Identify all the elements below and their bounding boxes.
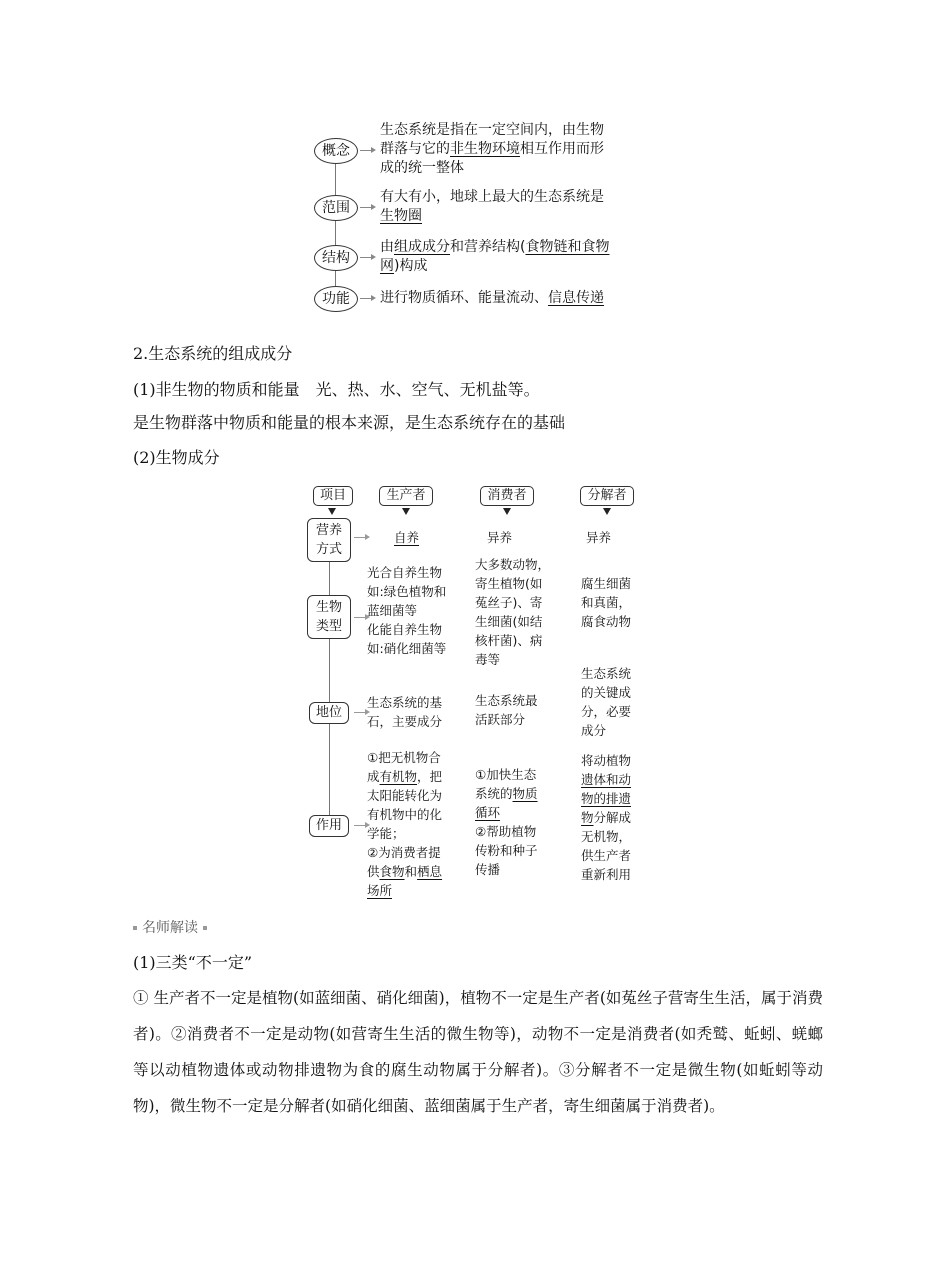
text-line — [367, 693, 442, 712]
cell-producer-role — [367, 748, 442, 900]
row-arrow — [354, 617, 366, 618]
text-span: 如:硝化细菌等 — [367, 641, 447, 656]
section-heading: 2.生态系统的组成成分 — [133, 344, 293, 363]
text-span: 腐生细菌 — [581, 576, 632, 591]
text-line — [380, 207, 604, 226]
text-span: 大多数动物， — [475, 557, 551, 572]
text-span: 毒等 — [475, 652, 501, 667]
abiotic-note: 是生物群落中物质和能量的根本来源，是生态系统存在的基础 — [133, 413, 566, 432]
text-line — [367, 862, 442, 881]
row-label-type: 生物 类型 — [307, 595, 351, 639]
text-span: 群落与它的 — [380, 141, 450, 157]
text-span: ①加快生态 — [475, 767, 537, 782]
text-line — [475, 803, 538, 822]
underlined-text: 组成成分 — [394, 239, 450, 255]
concept-text-scope — [380, 188, 604, 226]
row-arrow — [354, 712, 366, 713]
text-line — [367, 748, 442, 767]
text-span: 供 — [367, 864, 380, 879]
text-span: 核杆菌)、病 — [475, 633, 543, 648]
underlined-text: 信息传递 — [548, 290, 604, 306]
underlined-text: 网 — [380, 258, 394, 274]
text-span: 成分 — [581, 723, 607, 738]
text-line — [586, 528, 611, 547]
text-span: 异养 — [487, 530, 513, 545]
text-span: 供生产者 — [581, 848, 632, 863]
text-span: 生细菌(如结 — [475, 614, 543, 629]
text-span: 传播 — [475, 862, 501, 877]
text-span: 重新利用 — [581, 867, 632, 882]
text-line — [367, 805, 442, 824]
text-line — [581, 683, 631, 702]
row-label-nutrition: 营养 方式 — [307, 518, 351, 562]
concept-node-scope: 范围 — [314, 195, 358, 221]
text-span: 有机物中的化 — [367, 807, 443, 822]
text-line — [367, 712, 442, 731]
text-span: 分解成 — [593, 810, 632, 825]
text-span: ②为消费者提 — [367, 845, 441, 860]
text-line — [475, 710, 538, 729]
text-line — [380, 159, 604, 178]
text-line — [475, 593, 550, 612]
text-span: 传粉和种子 — [475, 843, 538, 858]
cell-consumer-status — [475, 691, 538, 729]
text-line — [367, 563, 446, 582]
concept-text-function — [380, 289, 604, 308]
cell-consumer-nutrition — [487, 528, 512, 547]
text-line — [475, 650, 550, 669]
concept-arrow — [360, 150, 372, 151]
text-line — [380, 140, 604, 159]
text-span: 进行物质循环、能量流动、 — [380, 290, 548, 306]
down-arrow — [328, 508, 336, 515]
text-span: 化能自养生物 — [367, 622, 443, 637]
text-span: 和真菌， — [581, 595, 632, 610]
text-span: 相互作用而形 — [520, 141, 604, 157]
text-span: 腐食动物 — [581, 614, 632, 629]
text-line — [581, 574, 631, 593]
concept-node-structure: 结构 — [314, 245, 358, 271]
underlined-text: 食物 — [379, 864, 405, 879]
down-arrow — [402, 508, 410, 515]
text-line — [380, 257, 609, 276]
text-line — [475, 784, 538, 803]
text-span: 有大有小，地球上最大的生态系统是 — [380, 189, 604, 205]
cell-consumer-type — [475, 555, 550, 669]
text-line — [367, 620, 446, 639]
text-line — [581, 702, 631, 721]
underlined-text: 物质 — [512, 786, 538, 801]
text-span: 成的统一整体 — [380, 160, 464, 176]
cell-consumer-role — [475, 765, 538, 879]
text-line — [367, 843, 442, 862]
text-span: 菟丝子)、寄 — [475, 595, 543, 610]
text-line — [475, 574, 550, 593]
text-line — [394, 528, 419, 547]
header-decomposer: 分解者 — [580, 486, 634, 506]
text-line — [581, 664, 631, 683]
text-span: 生态系统是指在一定空间内，由生物 — [380, 122, 604, 138]
text-line — [367, 582, 446, 601]
text-line — [581, 721, 631, 740]
concept-text-definition — [380, 121, 604, 178]
text-span: 将动植物 — [581, 753, 632, 768]
text-line — [581, 593, 631, 612]
text-span: 分，必要 — [581, 704, 632, 719]
teacher-paragraph: ① 生产者不一定是植物(如蓝细菌、硝化细菌)，植物不一定是生产者(如菟丝子营寄生生活，属于消费者)。②消费者不一定是动物(如营寄生生活的微生物等)，动物不一定是消费者(如秃鹫、蚯蚓、蜣螂等以动植物遗体或动物排遗物为食的腐生动物属于分解者)。③分解者不一定是微生物(如蚯蚓等动物)，微生物不一定是分解者(如硝化细菌、蓝细菌属于生产者，寄生细菌属于消费者)。 — [133, 989, 823, 1115]
text-line — [475, 612, 550, 631]
underlined-text: 食物链和食物 — [525, 239, 610, 255]
text-span: 无机物， — [581, 829, 632, 844]
cell-decomposer-role — [581, 751, 631, 884]
text-line — [581, 846, 631, 865]
text-span: )构成 — [394, 258, 428, 274]
header-item: 项目 — [313, 486, 353, 506]
text-span: 寄生植物(如 — [475, 576, 543, 591]
text-span: 学能； — [367, 826, 405, 841]
text-span: 太阳能转化为 — [367, 788, 443, 803]
text-line — [475, 841, 538, 860]
text-span: 生态系统最 — [475, 693, 538, 708]
underlined-text: 遗体和动 — [581, 772, 632, 787]
text-line — [367, 601, 446, 620]
underlined-text: 物的排遗 — [581, 791, 632, 806]
text-line — [581, 789, 631, 808]
down-arrow — [503, 508, 511, 515]
text-line — [475, 631, 550, 650]
cell-decomposer-status — [581, 664, 631, 740]
concept-arrow — [360, 207, 372, 208]
concept-node-function: 功能 — [314, 286, 358, 312]
text-line — [380, 289, 604, 308]
text-span: 如:绿色植物和 — [367, 584, 447, 599]
text-line — [367, 639, 446, 658]
text-line — [581, 770, 631, 789]
text-span: 异养 — [586, 530, 612, 545]
text-line — [475, 691, 538, 710]
underlined-text: 场所 — [367, 883, 393, 898]
text-line — [581, 751, 631, 770]
text-span: ②帮助植物 — [475, 824, 537, 839]
down-arrow — [603, 508, 611, 515]
text-span: 和营养结构( — [450, 239, 526, 255]
text-span: 生态系统的基 — [367, 695, 443, 710]
text-span: 蓝细菌等 — [367, 603, 418, 618]
text-line — [380, 188, 604, 207]
underlined-text: 非生物环境 — [450, 141, 520, 157]
text-span: 和 — [404, 864, 418, 879]
text-line — [475, 860, 538, 879]
text-line — [475, 765, 538, 784]
cell-producer-nutrition — [394, 528, 419, 547]
bullet-icon — [203, 926, 207, 930]
text-span: 生态系统 — [581, 666, 632, 681]
row-arrow — [354, 537, 366, 538]
text-span: 活跃部分 — [475, 712, 526, 727]
teacher-title — [133, 917, 207, 937]
teacher-title-text: 名师解读 — [142, 920, 198, 936]
concept-arrow — [360, 298, 372, 299]
text-span: 石，主要成分 — [367, 714, 443, 729]
text-line — [581, 865, 631, 884]
text-span: 系统的 — [475, 786, 513, 801]
underlined-text: 有机物 — [379, 769, 418, 784]
text-span: 由 — [380, 239, 394, 255]
biotic-heading: (2)生物成分 — [133, 448, 220, 467]
bullet-icon — [133, 926, 137, 930]
cell-decomposer-type — [581, 574, 631, 631]
concept-text-structure — [380, 238, 609, 276]
text-line — [367, 767, 442, 786]
row-arrow — [354, 825, 366, 826]
concept-arrow — [360, 257, 372, 258]
text-line — [581, 612, 631, 631]
text-line — [367, 824, 442, 843]
underlined-text: 自养 — [394, 530, 420, 545]
underlined-text: 物 — [581, 810, 594, 825]
row-label-role: 作用 — [309, 815, 349, 837]
text-span: ①把无机物合 — [367, 750, 441, 765]
cell-producer-status — [367, 693, 442, 731]
cell-decomposer-nutrition — [586, 528, 611, 547]
cell-producer-type — [367, 563, 446, 658]
underlined-text: 生物圈 — [380, 208, 422, 224]
concept-node-definition: 概念 — [314, 138, 358, 164]
row-label-status: 地位 — [309, 702, 349, 724]
text-span: 光合自养生物 — [367, 565, 443, 580]
abiotic-line: (1)非生物的物质和能量 光、热、水、空气、无机盐等。 — [133, 380, 540, 399]
text-span: ，把 — [417, 769, 443, 784]
text-line — [380, 121, 604, 140]
text-span: 的关键成 — [581, 685, 632, 700]
header-consumer: 消费者 — [480, 486, 534, 506]
text-line — [581, 827, 631, 846]
underlined-text: 循环 — [475, 805, 501, 820]
text-span: 成 — [367, 769, 380, 784]
teacher-heading: (1)三类“不一定” — [133, 953, 253, 972]
text-line — [475, 822, 538, 841]
header-producer: 生产者 — [379, 486, 433, 506]
text-line — [475, 555, 550, 574]
text-line — [581, 808, 631, 827]
text-line — [380, 238, 609, 257]
text-line — [367, 881, 442, 900]
text-line — [487, 528, 512, 547]
text-line — [367, 786, 442, 805]
underlined-text: 栖息 — [417, 864, 443, 879]
